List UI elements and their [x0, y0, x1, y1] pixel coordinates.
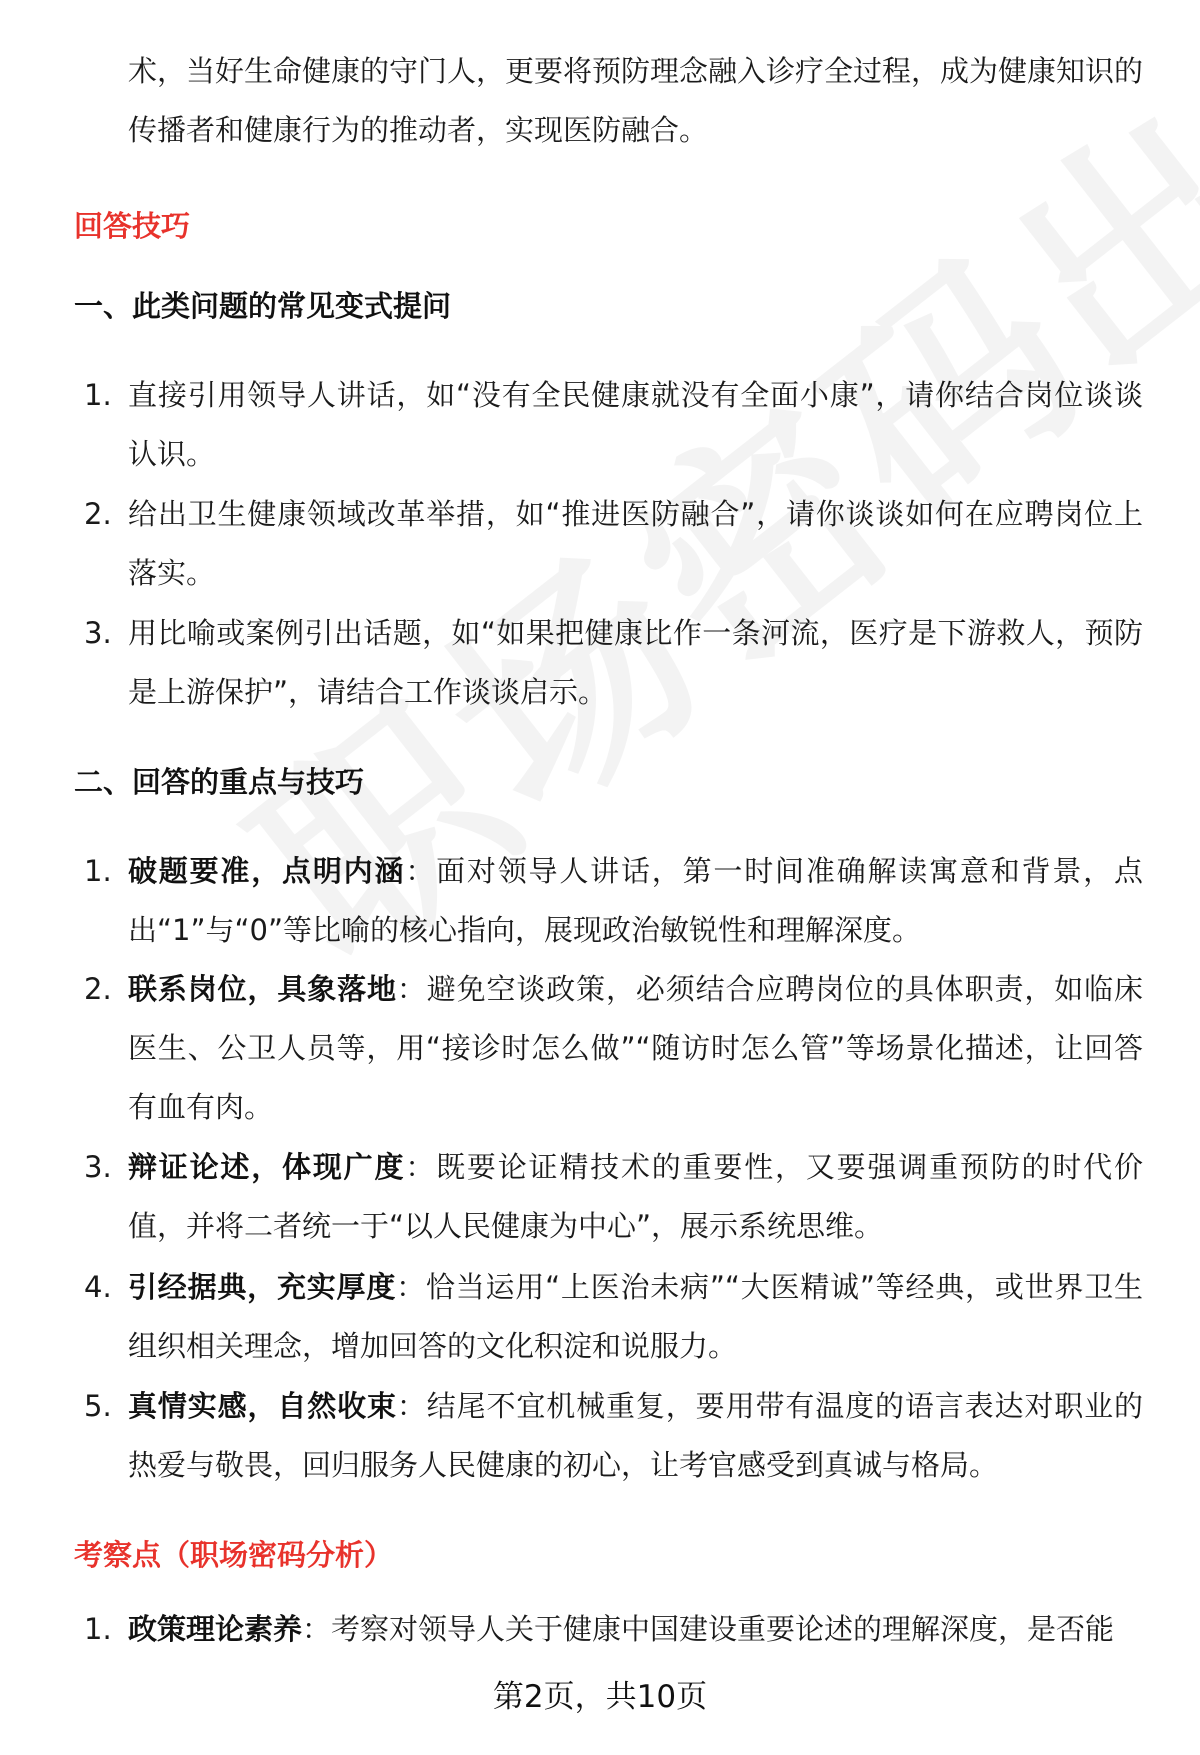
section-title-exam-points: 考察点（职场密码分析）: [74, 1538, 394, 1572]
section-title-answer-tips: 回答技巧: [74, 209, 191, 243]
list-item-body: ：既要论证精技术的重要性，又要强调重预防的时代价值，并将二者统一于“以人民健康为中心”，展示系统思维。: [128, 1150, 1143, 1243]
list-item-bold-lead: 辩证论述，体现广度: [128, 1150, 406, 1184]
list-item-number: 5.: [84, 1389, 112, 1423]
list-item-text: 给出卫生健康领域改革举措，如“推进医防融合”，请你谈谈如何在应聘岗位上落实。: [128, 497, 1143, 590]
list-item-number: 3.: [84, 1150, 112, 1184]
subsection-title-key-points: 二、回答的重点与技巧: [74, 765, 365, 799]
list-item-bold-lead: 政策理论素养: [128, 1612, 303, 1646]
list-item-number: 1.: [84, 378, 112, 412]
intro-paragraph: 术，当好生命健康的守门人，更要将预防理念融入诊疗全过程，成为健康知识的传播者和健康行为的推动者，实现医防融合。: [128, 54, 1144, 147]
list-item-number: 2.: [84, 972, 112, 1006]
list-item-text: 直接引用领导人讲话，如“没有全民健康就没有全面小康”，请你结合岗位谈谈认识。: [128, 378, 1143, 471]
list-item-body: ：结尾不宜机械重复，要用带有温度的语言表达对职业的热爱与敬畏，回归服务人民健康的初心，让考官感受到真诚与格局。: [128, 1389, 1143, 1482]
list-item-number: 3.: [84, 616, 112, 650]
list-item-text: 用比喻或案例引出话题，如“如果把健康比作一条河流，医疗是下游救人，预防是上游保护”，请结合工作谈谈启示。: [128, 616, 1143, 709]
list-item-text: [128, 960, 1143, 1137]
list-item-body: ：避免空谈政策，必须结合应聘岗位的具体职责，如临床医生、公卫人员等，用“接诊时怎么做”“随访时怎么管”等场景化描述，让回答有血有肉。: [128, 972, 1143, 1124]
list-item-body: ：面对领导人讲话，第一时间准确解读寓意和背景，点出“1”与“0”等比喻的核心指向，展现政治敏锐性和理解深度。: [128, 854, 1143, 947]
list-item-text: [128, 1138, 1143, 1256]
list-item-text: [128, 842, 1143, 960]
list-item-number: 2.: [84, 497, 112, 531]
list-item-body: ：考察对领导人关于健康中国建设重要论述的理解深度，是否能: [302, 1612, 1115, 1646]
list-item-bold-lead: 真情实感，自然收束: [128, 1389, 397, 1423]
subsection-title-variants: 一、此类问题的常见变式提问: [74, 289, 452, 323]
list-item-number: 4.: [84, 1270, 112, 1304]
page-footer: 第2页，共10页: [492, 1679, 708, 1715]
list-item-bold-lead: 引经据典，充实厚度: [128, 1270, 397, 1304]
list-item-text: [128, 1258, 1143, 1376]
list-item-number: 1.: [84, 1612, 112, 1646]
list-item-number: 1.: [84, 854, 112, 888]
list-item-body: ：恰当运用“上医治未病”“大医精诚”等经典，或世界卫生组织相关理念，增加回答的文化积淀和说服力。: [128, 1270, 1143, 1363]
list-item-text: [128, 1600, 1143, 1659]
list-item-bold-lead: 破题要准，点明内涵: [128, 854, 406, 888]
list-item-text: [128, 1377, 1143, 1495]
list-item-bold-lead: 联系岗位，具象落地: [128, 972, 397, 1006]
